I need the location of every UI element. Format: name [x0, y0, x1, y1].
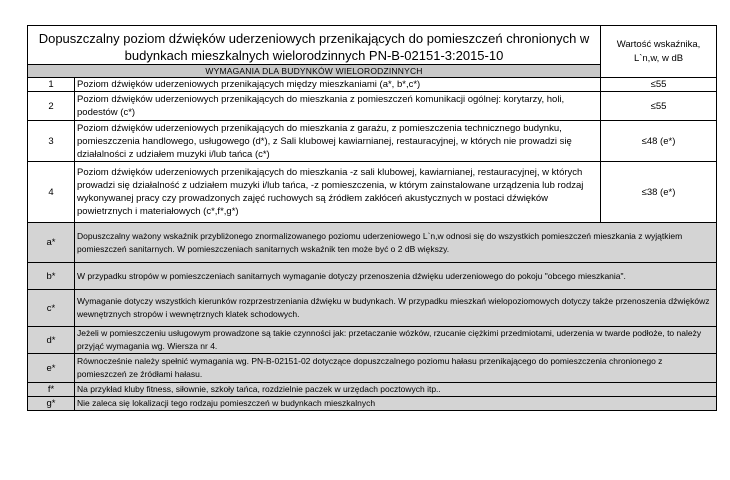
- row-description: Poziom dźwięków uderzeniowych przenikających między mieszkaniami (a*, b*,c*): [75, 78, 601, 92]
- row-value: ≤38 (e*): [601, 162, 717, 223]
- footnote-row: [28, 223, 717, 263]
- row-value: ≤48 (e*): [601, 121, 717, 162]
- table-row: [28, 121, 717, 162]
- footnote-text: Jeżeli w pomieszczeniu usługowym prowadzone są takie czynności jak: przetaczanie wózków, rzucanie ciężkimi przedmiotami, uderzenia w twarde podłoże, to należy przyjąć wymagania wg. Wiersza nr 4.: [75, 327, 717, 354]
- table-subtitle: WYMAGANIA DLA BUDYNKÓW WIELORODZINNYCH: [28, 65, 601, 78]
- table-title: [28, 26, 601, 65]
- footnote-text: W przypadku stropów w pomieszczeniach sanitarnych wymaganie dotyczy przenoszenia dźwięku uderzeniowego do pokoju "obcego mieszkania".: [75, 263, 717, 290]
- footnote-row: [28, 354, 717, 383]
- row-number: 3: [28, 121, 75, 162]
- footnote-row: [28, 397, 717, 411]
- footnote-row: [28, 327, 717, 354]
- footnote-text: Wymaganie dotyczy wszystkich kierunków rozprzestrzeniania dźwięku w budynkach. W przypadku mieszkań wielopoziomowych dotyczy także przenoszenia dźwiękówz wewnętrznych stropów i wewnętrznych klatek schodowych.: [75, 290, 717, 327]
- footnote-mark: a*: [28, 223, 75, 263]
- table-row: [28, 162, 717, 223]
- footnote-mark: d*: [28, 327, 75, 354]
- footnote-mark: e*: [28, 354, 75, 383]
- row-description: Poziom dźwięków uderzeniowych przenikających do mieszkania -z sali klubowej, kawiarnianej, restauracyjnej, w których prowadzi się działalność z udziałem muzyki i/lub tańca, -z pomieszczenia, w którym zainstalowane urządzenia lub rodzaj wykonywanej pracy czy prowadzonych zajęć ruchowych są źródłem zakłóceń akustycznych w postaci dźwięków powietrznych i materiałowych (c*,f*,g*): [75, 162, 601, 223]
- row-description: Poziom dźwięków uderzeniowych przenikających do mieszkania z garażu, z pomieszczenia technicznego budynku, pomieszczenia handlowego, usługowego (d*), z Sali klubowej kawiarnianej, restauracyjnej, w których nie prowadzi się działalności z udziałem muzyki i/lub tańca (c*): [75, 121, 601, 162]
- footnote-row: [28, 383, 717, 397]
- footnote-text: Nie zaleca się lokalizacji tego rodzaju pomieszczeń w budynkach mieszkalnych: [75, 397, 717, 411]
- row-value: ≤55: [601, 78, 717, 92]
- footnote-mark: c*: [28, 290, 75, 327]
- footnote-text: Dopuszczalny ważony wskaźnik przybliżonego znormalizowanego poziomu uderzeniowego L`n,w odnosi się do wszystkich pomieszczeń mieszkania z wyjątkiem pomieszczeń sanitarnych. W pomieszczeniach sanitarnych wskaźnik ten może być o 2 dB większy.: [75, 223, 717, 263]
- row-value: ≤55: [601, 92, 717, 121]
- row-description: Poziom dźwięków uderzeniowych przenikających do mieszkania z pomieszczeń komunikacji ogólnej: korytarzy, holi, podestów (c*): [75, 92, 601, 121]
- row-number: 1: [28, 78, 75, 92]
- footnote-row: [28, 263, 717, 290]
- footnote-mark: f*: [28, 383, 75, 397]
- title-row: [28, 26, 717, 65]
- table-row: [28, 92, 717, 121]
- value-column-header: [601, 26, 717, 78]
- row-number: 2: [28, 92, 75, 121]
- footnote-mark: g*: [28, 397, 75, 411]
- table-row: [28, 78, 717, 92]
- footnote-mark: b*: [28, 263, 75, 290]
- requirements-table: [27, 25, 717, 411]
- footnote-text: Na przykład kluby fitness, siłownie, szkoły tańca, rozdzielnie paczek w urzędach pocztowych itp..: [75, 383, 717, 397]
- table-title-line1: Dopuszczalny poziom dźwięków uderzeniowych przenikających do pomieszczeń chronionych w: [38, 30, 590, 46]
- value-column-header-line1: Wartość wskaźnika,: [616, 38, 701, 50]
- value-column-header-line2: L`n,w, w dB: [633, 52, 684, 64]
- footnote-row: [28, 290, 717, 327]
- row-number: 4: [28, 162, 75, 223]
- footnote-text: Równocześnie należy spełnić wymagania wg. PN-B-02151-02 dotyczące dopuszczalnego poziomu hałasu przenikającego do pomieszczenia chronionego z pomieszczeń ze źródłami hałasu.: [75, 354, 717, 383]
- table-title-line2: budynkach mieszkalnych wielorodzinnych PN-B-02151-3:2015-10: [124, 47, 504, 63]
